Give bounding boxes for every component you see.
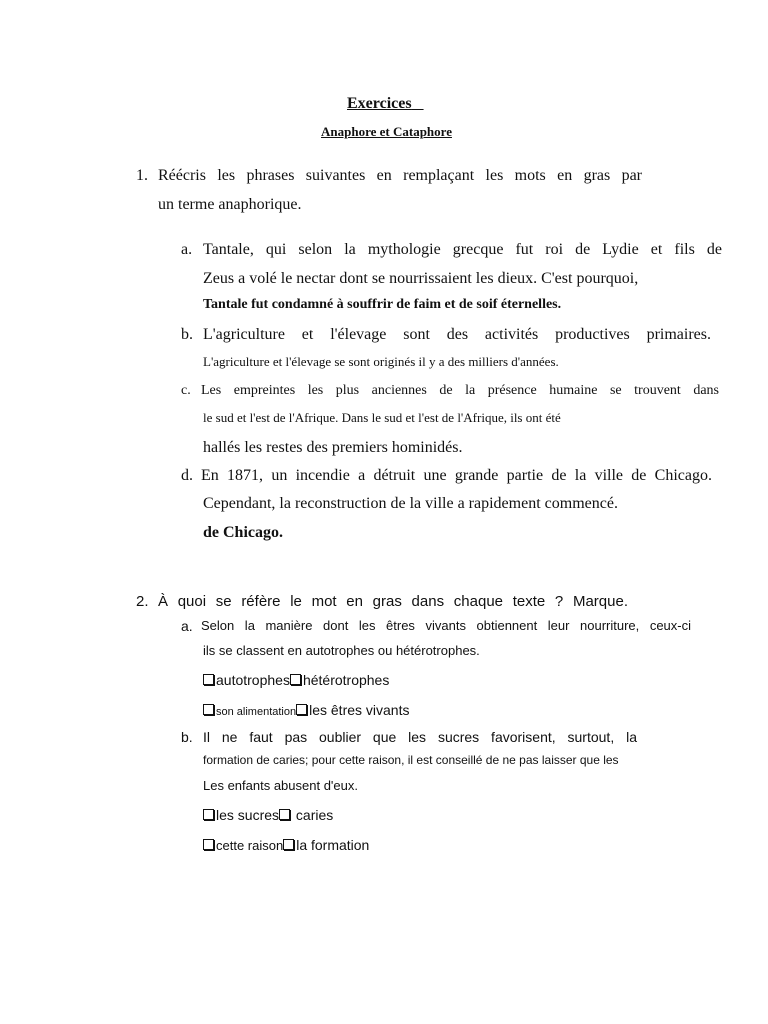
q1c-line2: le sud et l'est de l'Afrique. Dans le sud et l'est de l'Afrique, ils ont été (203, 410, 561, 425)
q1c-line3: hallés les restes des premiers hominidés. (203, 439, 463, 456)
q1-instruction-line2: un terme anaphorique. (158, 196, 302, 213)
page-subtitle: Anaphore et Cataphore (321, 124, 452, 139)
checkbox[interactable] (203, 674, 214, 685)
checkbox[interactable] (290, 674, 301, 685)
option-label: caries (292, 807, 334, 823)
option-label: autotrophes (216, 672, 290, 688)
q1a-line3: Tantale fut condamné à souffrir de faim et de soif éternelles. (203, 297, 562, 312)
q2a-options-row1 (203, 672, 389, 688)
q1b-label: b. (181, 326, 193, 343)
q2a-line1: Selon la manière dont les êtres vivants obtiennent leur nourriture, ceux-ci (201, 618, 691, 633)
option-label: hétérotrophes (302, 672, 390, 688)
q1-instruction-line1: Réécris les phrases suivantes en remplaçant les mots en gras par (158, 167, 642, 184)
q2a-options-row2 (203, 702, 409, 718)
q1b-line2: L'agriculture et l'élevage se sont originés il y a des milliers d'années. (203, 354, 559, 369)
option-label: cette raison (216, 838, 284, 853)
q2b-line2: formation de caries; pour cette raison, il est conseillé de ne pas laisser que les (203, 753, 619, 767)
q2b-options-row2 (203, 837, 369, 853)
option-label: les êtres vivants (309, 702, 410, 718)
q1a-line1: Tantale, qui selon la mythologie grecque fut roi de Lydie et fils de (203, 241, 722, 258)
q1c-label: c. (181, 383, 191, 398)
q1d-label: d. (181, 467, 193, 484)
q1d-line2: Cependant, la reconstruction de la ville a rapidement commencé. (203, 495, 618, 512)
q2b-options-row1 (203, 807, 333, 823)
q2b-line1: Il ne faut pas oublier que les sucres favorisent, surtout, la (203, 729, 637, 745)
q2-instruction: À quoi se réfère le mot en gras dans chaque texte ? Marque. (158, 593, 628, 610)
option-label: les sucres (216, 807, 280, 823)
checkbox[interactable] (283, 839, 294, 850)
checkbox[interactable] (203, 839, 214, 850)
page-title: Exercices (347, 95, 412, 112)
q2a-line2: ils se classent en autotrophes ou hétérotrophes. (203, 643, 480, 658)
q2a-label: a. (181, 618, 193, 634)
q1a-label: a. (181, 241, 193, 258)
q2b-line3: Les enfants abusent d'eux. (203, 778, 358, 793)
q2b-label: b. (181, 729, 193, 745)
option-label: la formation (296, 837, 370, 853)
q1b-line1: L'agriculture et l'élevage sont des activités productives primaires. (203, 326, 711, 343)
q1d-line3: de Chicago. (203, 524, 283, 541)
checkbox[interactable] (279, 809, 290, 820)
q1d-line1: En 1871, un incendie a détruit une grande partie de la ville de Chicago. (201, 467, 712, 484)
q1a-line2: Zeus a volé le nectar dont se nourrissaient les dieux. C'est pourquoi, (203, 270, 639, 287)
q1c-line1: Les empreintes les plus anciennes de la présence humaine se trouvent dans (201, 383, 719, 398)
checkbox[interactable] (203, 704, 214, 715)
checkbox[interactable] (203, 809, 214, 820)
checkbox[interactable] (296, 704, 307, 715)
option-label: son alimentation (216, 706, 297, 718)
q2-number: 2. (136, 593, 149, 610)
q1-number: 1. (136, 167, 148, 184)
